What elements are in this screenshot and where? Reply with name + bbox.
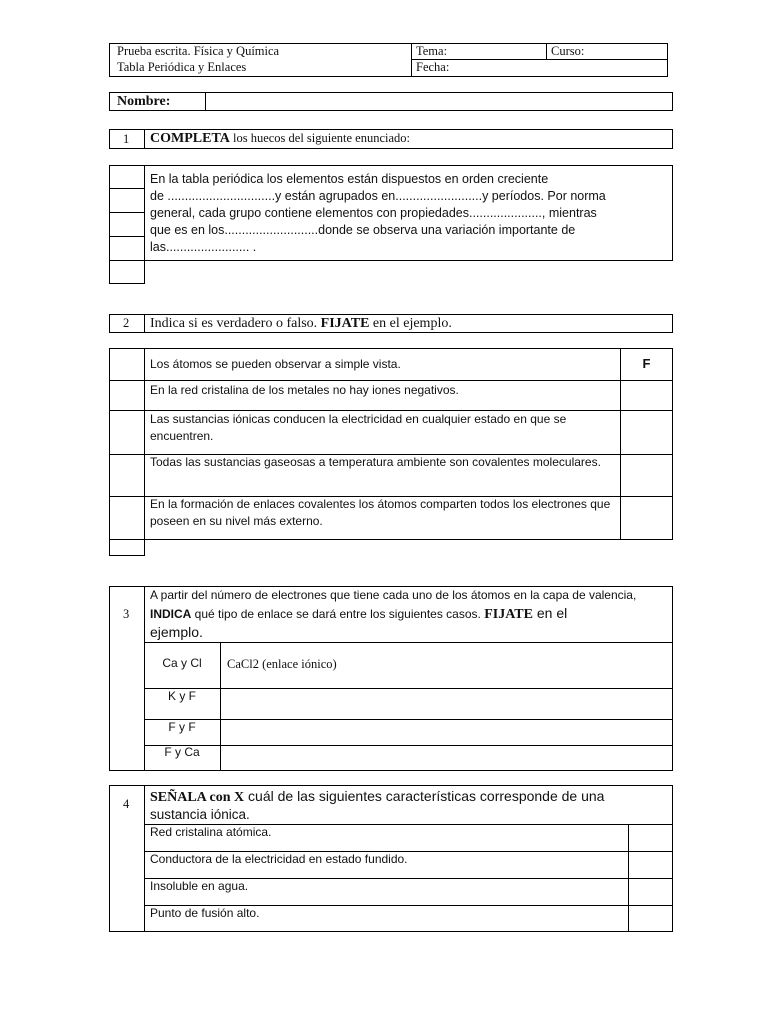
q2-row-divider [109, 380, 673, 381]
header-divider [411, 59, 668, 60]
q1-number: 1 [123, 132, 130, 146]
q2-statement: Las sustancias iónicas conducen la electricidad en cualquier estado en que se encuentren. [150, 412, 567, 443]
header-divider [546, 43, 547, 60]
q4-option: Insoluble en agua. [150, 879, 249, 893]
fecha-label: Fecha: [416, 60, 450, 74]
q4-instruction: sustancia iónica. [150, 807, 250, 822]
q2-divider [144, 314, 145, 333]
q3-instruction: ejemplo. [150, 624, 203, 640]
curso-label: Curso: [551, 44, 585, 58]
q1-score-cell[interactable] [109, 165, 145, 189]
q1-text-line: En la tabla periódica los elementos están dispuestos en orden creciente [150, 172, 549, 186]
q3-pair: F y F [168, 720, 196, 734]
q2-number: 2 [123, 316, 130, 330]
q3-answer-cell[interactable] [221, 746, 672, 770]
q3-col-divider [144, 586, 145, 771]
q1-instruction: COMPLETA los huecos del siguiente enunciado: [150, 131, 411, 146]
q4-instruction: SEÑALA con X cuál de las siguientes características corresponde de una [150, 788, 605, 805]
q4-col-divider [144, 785, 145, 932]
q2-answer-cell[interactable]: F [642, 356, 651, 371]
nombre-field[interactable] [109, 92, 673, 111]
q4-option: Conductora de la electricidad en estado fundido. [150, 852, 408, 866]
q3-answer[interactable]: CaCl2 (enlace iónico) [227, 657, 337, 671]
nombre-label: Nombre: [117, 94, 171, 109]
q2-col-divider [620, 348, 621, 540]
q1-text-line: general, cada grupo contiene elementos con propiedades....................., mientras [150, 206, 597, 220]
q2-statement: Los átomos se pueden observar a simple vista. [150, 357, 401, 371]
q1-score-cell[interactable] [109, 188, 145, 213]
q2-instruction: Indica si es verdadero o falso. FIJATE en el ejemplo. [150, 316, 452, 331]
q3-instruction: INDICA qué tipo de enlace se dará entre los siguientes casos. FIJATE en el [150, 605, 568, 622]
q2-col-divider [144, 348, 145, 540]
q4-check-cell[interactable] [629, 852, 672, 877]
q3-row-divider [144, 642, 673, 643]
q4-check-cell[interactable] [629, 825, 672, 850]
q4-number: 4 [123, 797, 130, 811]
q1-score-cell[interactable] [109, 260, 145, 284]
q4-check-cell[interactable] [629, 879, 672, 904]
exam-title: Prueba escrita. Física y Química [117, 44, 280, 58]
q3-answer-cell[interactable] [221, 689, 672, 718]
q4-check-cell[interactable] [629, 906, 672, 931]
nombre-divider [205, 92, 206, 111]
tema-label: Tema: [416, 44, 448, 58]
q3-pair: F y Ca [164, 745, 200, 759]
q4-option: Red cristalina atómica. [150, 825, 272, 839]
q1-text-line: las........................ . [150, 240, 257, 254]
q3-answer-cell[interactable] [221, 720, 672, 744]
q1-text-line: de ...............................y están agrupados en.........................y períodos. Por norma [150, 189, 606, 203]
q1-score-cell[interactable] [109, 212, 145, 237]
q2-statement: En la red cristalina de los metales no hay iones negativos. [150, 383, 459, 397]
q3-pair: Ca y Cl [162, 656, 202, 670]
q3-pair: K y F [167, 689, 196, 703]
q4-option: Punto de fusión alto. [150, 906, 260, 920]
q3-instruction: A partir del número de electrones que tiene cada uno de los átomos en la capa de valencia, [150, 588, 637, 602]
q1-text-line: que es en los...........................donde se observa una variación importante de [150, 223, 576, 237]
header-divider [411, 43, 412, 77]
q2-statement: Todas las sustancias gaseosas a temperatura ambiente son covalentes moleculares. [150, 455, 601, 469]
q1-score-cell[interactable] [109, 236, 145, 261]
q1-divider [144, 129, 145, 149]
exam-subtitle: Tabla Periódica y Enlaces [117, 60, 247, 74]
q2-score-cell[interactable] [109, 539, 145, 556]
q2-statement: En la formación de enlaces covalentes los átomos comparten todos los electrones que poseen en su nivel más externo. [150, 497, 611, 528]
q3-number: 3 [123, 607, 130, 621]
